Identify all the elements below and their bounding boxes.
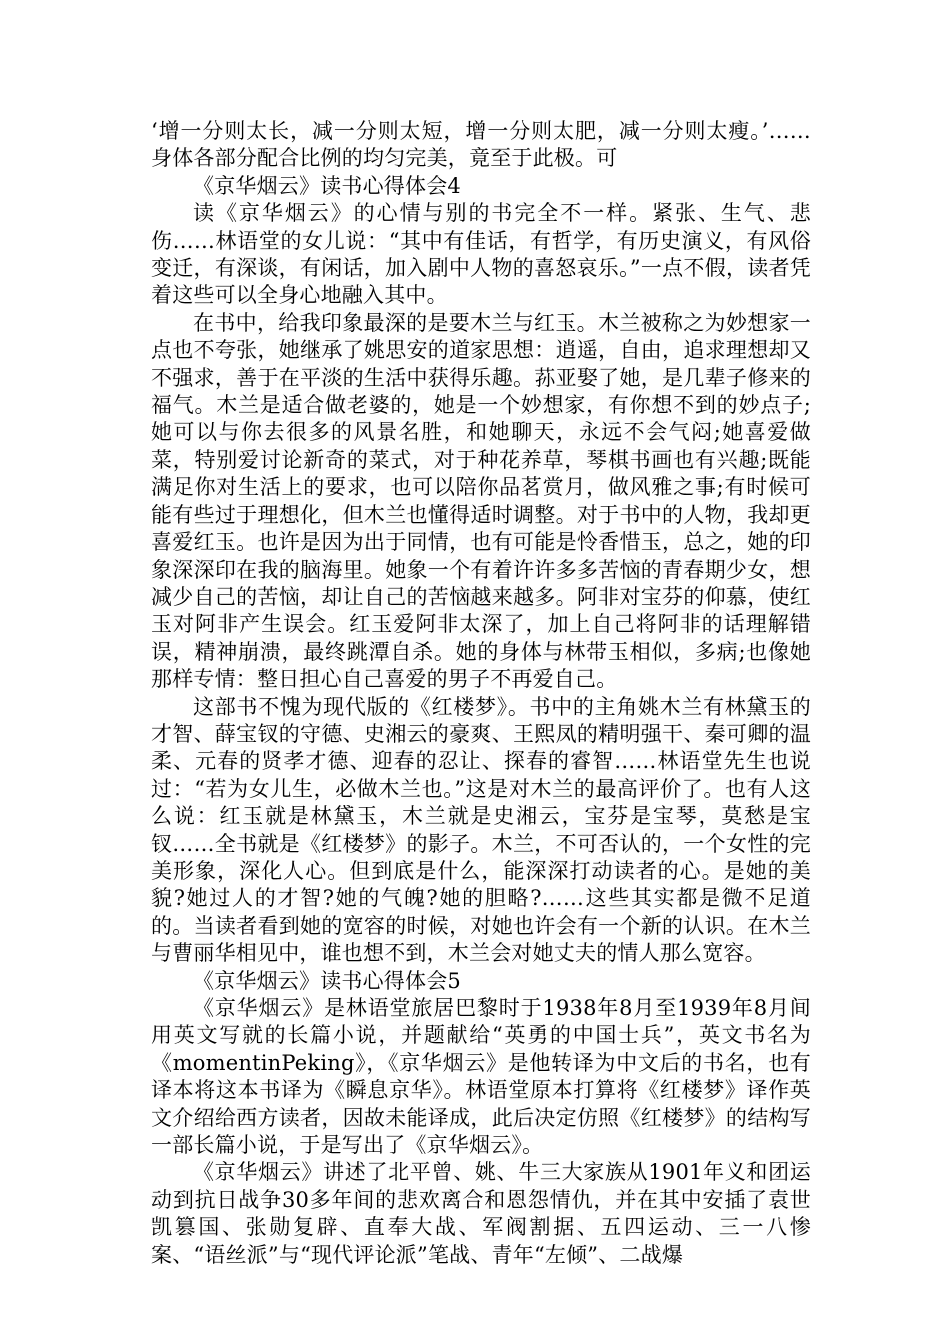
continuation-paragraph: ‘增一分则太长，减一分则太短，增一分则太肥，减一分则太瘦。’……身体各部分配合比例的均匀完美，竟至于此极。可 [151, 119, 811, 171]
body-paragraph: 读《京华烟云》的心情与别的书完全不一样。紧张、生气、悲伤……林语堂的女儿说：“其中有佳话，有哲学，有历史演义，有风俗变迁，有深谈，有闲话，加入剧中人物的喜怒哀乐。”一点不假，读者凭着这些可以全身心地融入其中。 [151, 201, 811, 308]
section-heading-5: 《京华烟云》读书心得体会5 [193, 968, 461, 993]
body-paragraph: 《京华烟云》是林语堂旅居巴黎时于1938年8月至1939年8月间用英文写就的长篇小说，并题献给“英勇的中国士兵”，英文书名为《momentinPeking》，《京华烟云》是他转译为中文后的书名，也有译本将这本书译为《瞬息京华》。林语堂原本打算将《红楼梦》译作英文介绍给西方读者，因故未能译成，此后决定仿照《红楼梦》的结构写一部长篇小说，于是写出了《京华烟云》。 [151, 996, 811, 1158]
document-body [151, 118, 811, 1269]
body-paragraph: 这部书不愧为现代版的《红楼梦》。书中的主角姚木兰有林黛玉的才智、薛宝钗的守德、史湘云的豪爽、王熙凤的精明强干、秦可卿的温柔、元春的贤孝才德、迎春的忍让、探春的睿智……林语堂先生也说过：“若为女儿生，必做木兰也。”这是对木兰的最高评价了。也有人这么说：红玉就是林黛玉，木兰就是史湘云，宝芬是宝琴，莫愁是宝钗……全书就是《红楼梦》的影子。木兰，不可否认的，一个女性的完美形象，深化人心。但到底是什么，能深深打动读者的心。是她的美貌?她过人的才智?她的气魄?她的胆略?……这些其实都是微不足道的。当读者看到她的宽容的时候，对她也许会有一个新的认识。在木兰与曹丽华相见中，谁也想不到，木兰会对她丈夫的情人那么宽容。 [151, 694, 811, 966]
section-heading-4: 《京华烟云》读书心得体会4 [193, 173, 461, 198]
body-paragraph: 在书中，给我印象最深的是要木兰与红玉。木兰被称之为妙想家一点也不夸张，她继承了姚思安的道家思想：逍遥，自由，追求理想却又不强求，善于在平淡的生活中获得乐趣。荪亚娶了她，是几辈子修来的福气。木兰是适合做老婆的，她是一个妙想家，有你想不到的妙点子;她可以与你去很多的风景名胜，和她聊天，永远不会气闷;她喜爱做菜，特别爱讨论新奇的菜式，对于种花养草，琴棋书画也有兴趣;既能满足你对生活上的要求，也可以陪你品茗赏月，做风雅之事;有时候可能有些过于理想化，但木兰也懂得适时调整。对于书中的人物，我却更喜爱红玉。也许是因为出于同情，也有可能是怜香惜玉，总之，她的印象深深印在我的脑海里。她象一个有着许许多多苦恼的青春期少女，想减少自己的苦恼，却让自己的苦恼越来越多。阿非对宝芬的仰慕，使红玉对阿非产生误会。红玉爱阿非太深了，加上自己将阿非的话理解错误，精神崩溃，最终跳潭自杀。她的身体与林带玉相似，多病;也像她那样专情：整日担心自己喜爱的男子不再爱自己。 [151, 310, 811, 692]
body-paragraph: 《京华烟云》讲述了北平曾、姚、牛三大家族从1901年义和团运动到抗日战争30多年间的悲欢离合和恩怨情仇，并在其中安插了袁世凯篡国、张勋复辟、直奉大战、军阀割据、五四运动、三一八惨案、“语丝派”与“现代评论派”笔战、青年“左倾”、二战爆 [151, 1160, 811, 1267]
